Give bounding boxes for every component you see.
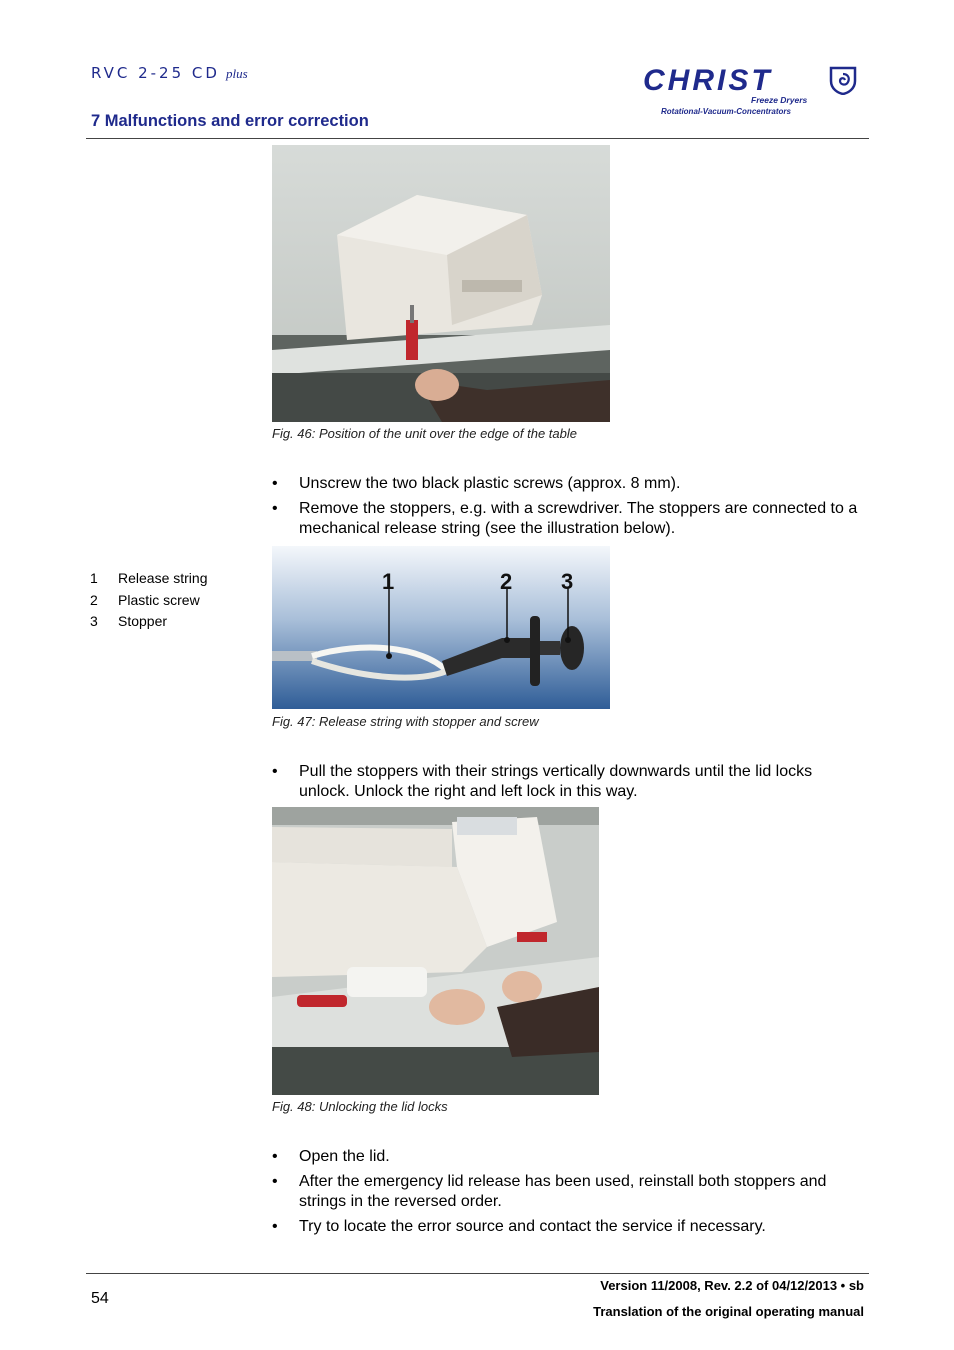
page-number: 54	[91, 1290, 109, 1307]
fig47-illustration	[272, 546, 610, 709]
logo-subtitle-freeze: Freeze Dryers	[751, 95, 808, 105]
legend-number: 3	[90, 613, 98, 629]
footer-version: Version 11/2008, Rev. 2.2 of 04/12/2013 • sb	[600, 1278, 864, 1293]
legend-item	[90, 592, 200, 608]
bullet-dot: •	[272, 1218, 278, 1235]
bullet-text: Unscrew the two black plastic screws (approx. 8 mm).	[299, 475, 681, 492]
logo-swirl-icon	[828, 65, 858, 95]
legend-number: 2	[90, 592, 98, 608]
chapter-title: 7 Malfunctions and error correction	[91, 112, 369, 130]
bullet-text: Open the lid.	[299, 1148, 390, 1165]
legend-label: Plastic screw	[118, 592, 200, 608]
header-rule	[86, 138, 869, 139]
footer-rule	[86, 1273, 869, 1274]
fig48-caption: Fig. 48: Unlocking the lid locks	[272, 1099, 448, 1114]
bullet-text: Remove the stoppers, e.g. with a screwdriver. The stoppers are connected to a mechanical release string (see the illustration below).	[299, 500, 858, 537]
bullet-text: After the emergency lid release has been used, reinstall both stoppers and strings in the reversed order.	[299, 1173, 827, 1210]
bullet-dot: •	[272, 1173, 278, 1190]
model-name	[91, 64, 248, 82]
bullet-text: Try to locate the error source and contact the service if necessary.	[299, 1218, 766, 1235]
logo-wordmark: CHRIST	[643, 64, 773, 97]
logo-subtitle-rvc: Rotational-Vacuum-Concentrators	[661, 107, 791, 116]
fig47-label-3: 3	[561, 569, 574, 594]
model-suffix: plus	[225, 66, 248, 81]
footer-translation: Translation of the original operating manual	[593, 1304, 864, 1319]
fig47-caption: Fig. 47: Release string with stopper and screw	[272, 714, 539, 729]
bullet-dot: •	[272, 475, 278, 492]
legend-label: Release string	[118, 570, 208, 586]
bullet-dot: •	[272, 500, 278, 517]
legend-item	[90, 570, 208, 586]
christ-logo	[643, 62, 868, 122]
legend-item	[90, 613, 167, 629]
bullet-dot: •	[272, 763, 278, 780]
legend-label: Stopper	[118, 613, 168, 629]
model-text: RVC 2-25 CD	[91, 64, 220, 82]
bullet-dot: •	[272, 1148, 278, 1165]
fig46-photo	[272, 145, 610, 422]
fig48-photo	[272, 807, 599, 1095]
fig47-label-2: 2	[500, 569, 513, 594]
fig47-label-1: 1	[382, 569, 395, 594]
legend-number: 1	[90, 570, 98, 586]
bullet-text: Pull the stoppers with their strings vertically downwards until the lid locks unlock. Unlock the right and left lock in this way.	[299, 763, 813, 800]
fig46-caption: Fig. 46: Position of the unit over the edge of the table	[272, 426, 577, 441]
